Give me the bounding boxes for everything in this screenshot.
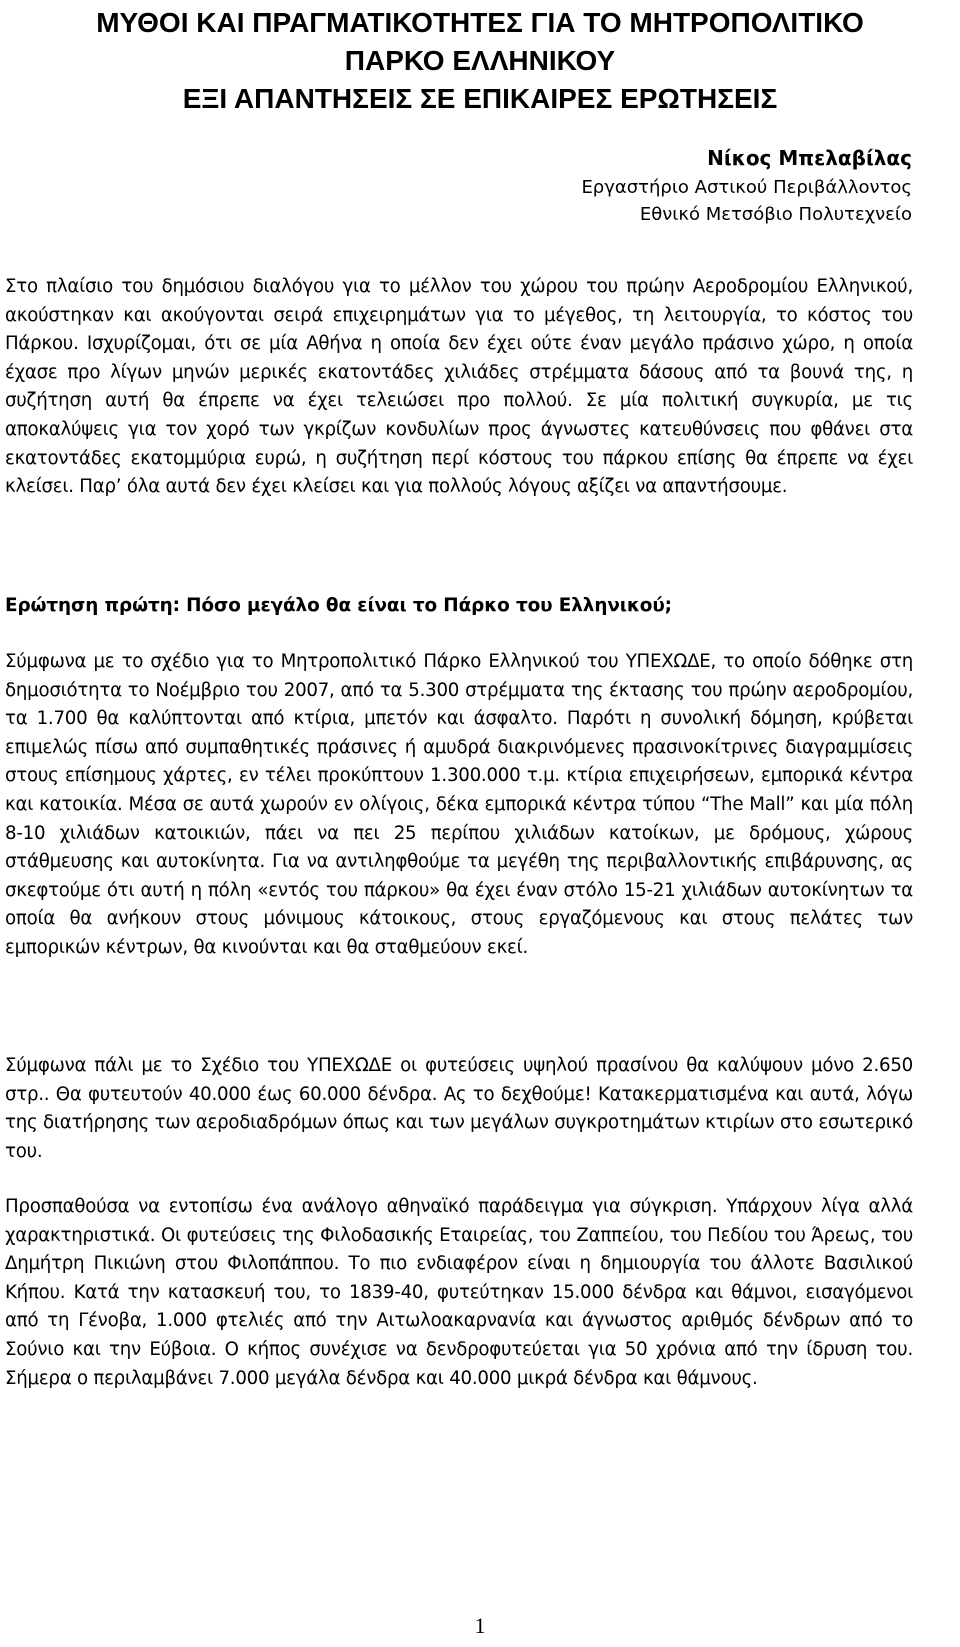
body-paragraph-1: Σύμφωνα με το σχέδιο για το Μητροπολιτικό Πάρκο Ελληνικού του ΥΠΕΧΩΔΕ, το οποίο δόθηκε στη δημοσιότητα το Νοέμβριο του 2007, από τα 5.300 στρέμματα της έκτασης του πρώην αεροδρομίου, τα 1.700 θα καλύπτονται από κτίρια, μπετόν και άσφαλτο. Παρότι η συνολική δόμηση, κρύβεται επιμελώς πίσω από συμπαθητικές πράσινες ή αμυδρά διακρινόμενες πρασινοκίτρινες διαγραμμίσεις στους επίσημους χάρτες, εν τέλει προκύπτουν 1.300.000 τ.μ. κτίρια επιχειρήσεων, εμπορικά κέντρα και κατοικία. Μέσα σε αυτά χωρούν εν ολίγοις, δέκα εμπορικά κέντρα τύπου “The Mall” και μία πόλη 8-10 χιλιάδων κατοικιών, πάει να πει 25 περίπου χιλιάδων κατοίκων, με δρόμους, χώρους στάθμευσης και αυτοκίνητα. Για να αντιληφθούμε τα μεγέθη της περιβαλλοντικής επιβάρυνσης, ας σκεφτούμε ότι αυτή η πόλη «εντός του πάρκου» θα έχει έναν στόλο 15-21 χιλιάδων αυτοκίνητων τα οποία θα ανήκουν στους μόνιμους κάτοικους, στους εργαζόμενους και στους πελάτες των εμπορικών κέντρων, θα κινούνται και θα σταθμεύουν εκεί.: [5, 651, 913, 958]
document-title: [0, 4, 960, 118]
intro-paragraph: Στο πλαίσιο του δημόσιου διαλόγου για το μέλλον του χώρου του πρώην Αεροδρομίου Ελληνικού, ακούστηκαν και ακούγονται σειρά επιχειρημάτων για το μέγεθος, τη λειτουργία, το κόστος του Πάρκου. Ισχυρίζομαι, ότι σε μία Αθήνα η οποία δεν έχει ούτε έναν μεγάλο πράσινο χώρο, η οποία έχασε προ λίγων μηνών μερικές εκατοντάδες χιλιάδες στρέμματα δάσους από τα βουνά της, η συζήτηση αυτή θα έπρεπε να έχει τελειώσει προ πολλού. Σε μία πολιτική συγκυρία, με τις αποκαλύψεις για τον χορό των γκρίζων κονδυλίων προς άγνωστες κατευθύνσεις που φθάνει στα εκατοντάδες εκατομμύρια ευρώ, η συζήτηση περί κόστους του πάρκου επίσης θα έπρεπε να έχει κλείσει. Παρ’ όλα αυτά δεν έχει κλείσει και για πολλούς λόγους αξίζει να απαντήσουμε.: [5, 276, 913, 498]
title-line-3: ΕΞΙ ΑΠΑΝΤΗΣΕΙΣ ΣΕ ΕΠΙΚΑΙΡΕΣ ΕΡΩΤΗΣΕΙΣ: [182, 83, 778, 114]
author-affiliation-lab: Εργαστήριο Αστικού Περιβάλλοντος: [581, 177, 912, 198]
author-block: [581, 143, 912, 228]
title-line-1: ΜΥΘΟΙ ΚΑΙ ΠΡΑΓΜΑΤΙΚΟΤΗΤΕΣ ΓΙΑ ΤΟ ΜΗΤΡΟΠΟΛΙΤΙΚΟ: [96, 7, 864, 38]
body-paragraph-3: Προσπαθούσα να εντοπίσω ένα ανάλογο αθηναϊκό παράδειγμα για σύγκριση. Υπάρχουν λίγα αλλά χαρακτηριστικά. Οι φυτεύσεις της Φιλοδασικής Εταιρείας, του Ζαππείου, του Πεδίου του Άρεως, του Δημήτρη Πικιώνη στου Φιλοπάππου. Το πιο ενδιαφέρον είναι η δημιουργία του άλλοτε Βασιλικού Κήπου. Κατά την κατασκευή του, το 1839-40, φυτεύτηκαν 15.000 δένδρα και θάμνοι, εισαγόμενοι από τη Γένοβα, 1.000 φτελιές από την Αιτωλοακαρνανία και άγνωστος αριθμός δένδρων από το Σούνιο και την Εύβοια. Ο κήπος συνέχισε να δενδροφυτεύεται για 50 χρόνια από την ίδρυση του. Σήμερα ο περιλαμβάνει 7.000 μεγάλα δένδρα και 40.000 μικρά δένδρα και θάμνους.: [5, 1196, 913, 1389]
question-1-heading: Ερώτηση πρώτη: Πόσο μεγάλο θα είναι το Πάρκο του Ελληνικού;: [5, 595, 672, 616]
title-line-2: ΠΑΡΚΟ ΕΛΛΗΝΙΚΟΥ: [344, 45, 616, 76]
author-affiliation-university: Εθνικό Μετσόβιο Πολυτεχνείο: [639, 204, 912, 225]
page-number: 1: [474, 1613, 486, 1638]
author-name: Νίκος Μπελαβίλας: [707, 146, 912, 170]
body-paragraph-2: Σύμφωνα πάλι με το Σχέδιο του ΥΠΕΧΩΔΕ οι φυτεύσεις υψηλού πρασίνου θα καλύψουν μόνο 2.650 στρ.. Θα φυτευτούν 40.000 έως 60.000 δένδρα. Ας το δεχθούμε! Κατακερματισμένα και αυτά, λόγω της διατήρησης των αεροδιαδρόμων όπως και των μεγάλων συγκροτημάτων κτιρίων στο εσωτερικό του.: [5, 1055, 913, 1162]
